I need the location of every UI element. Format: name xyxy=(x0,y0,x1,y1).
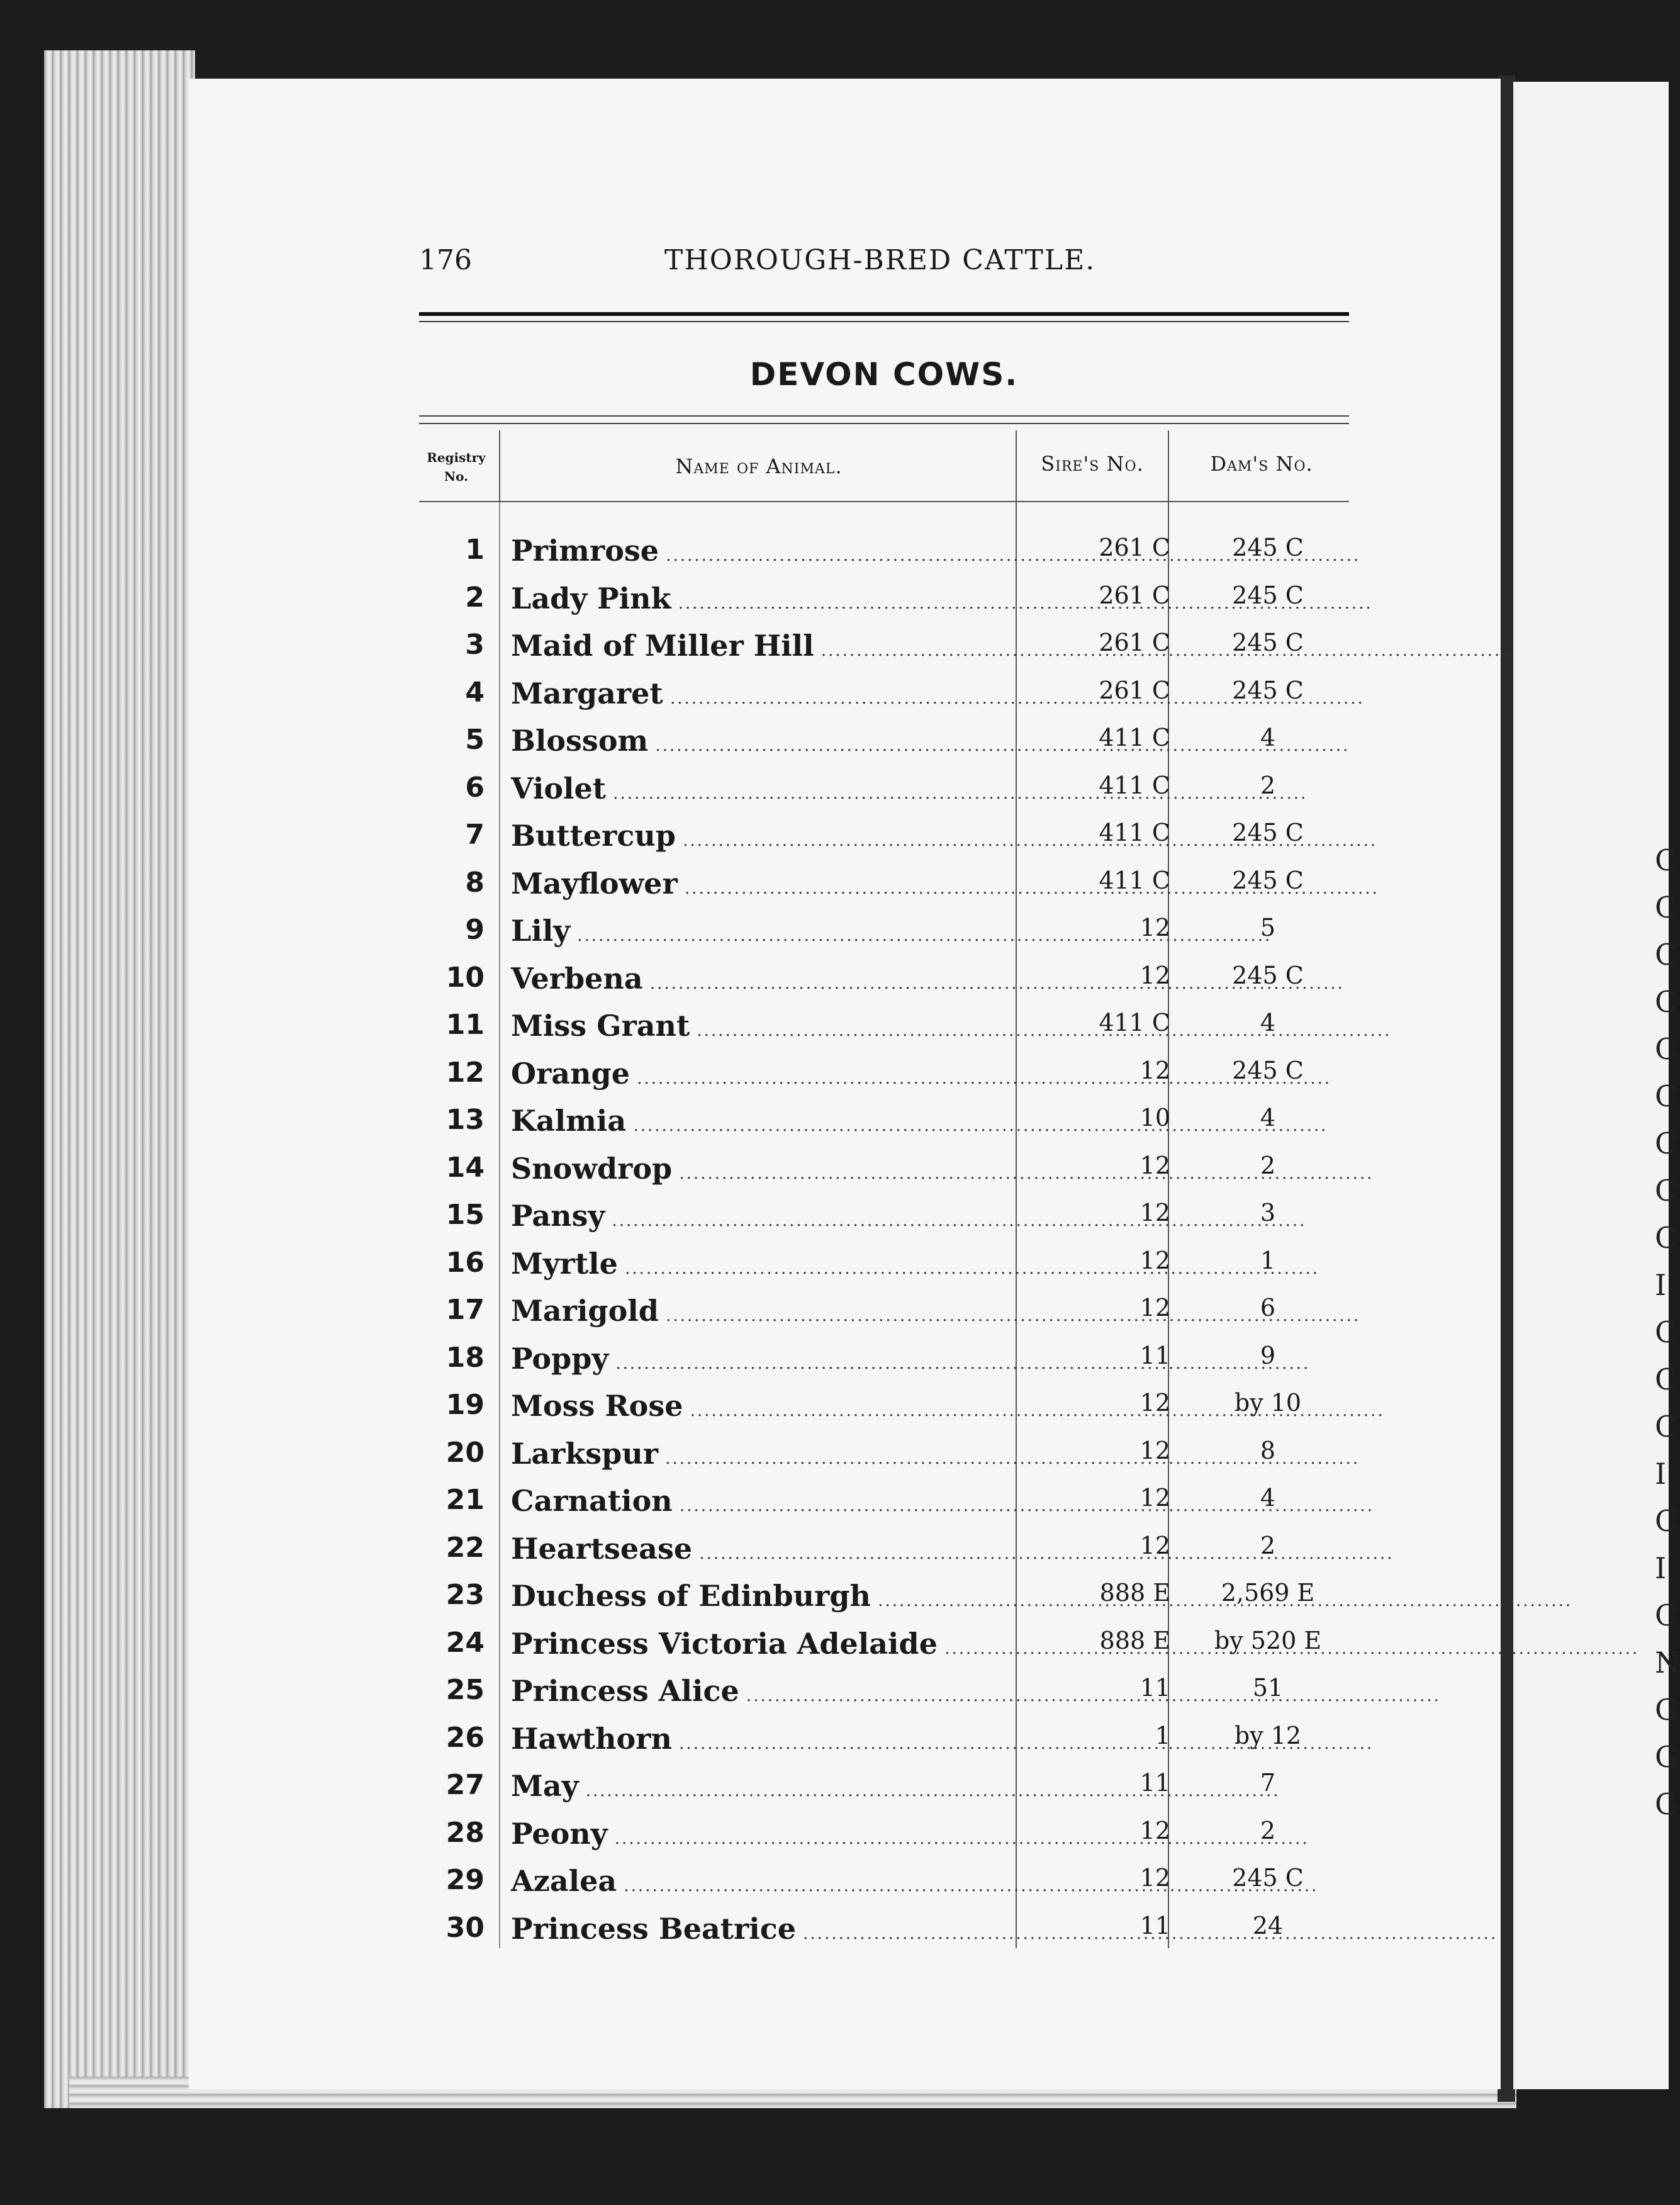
animal-name: Buttercup ..... xyxy=(511,819,1012,853)
table-row xyxy=(0,1247,1669,1294)
sire-number: 12 xyxy=(1140,1436,1170,1464)
table-row xyxy=(0,1294,1669,1341)
sire-number: 12 xyxy=(1140,1151,1170,1179)
dam-number: 4 xyxy=(1260,1104,1276,1131)
dam-number: 4 xyxy=(1260,724,1276,751)
sire-number: 261 C xyxy=(1099,581,1170,609)
registry-number: 6 xyxy=(465,771,484,804)
facing-page-letter: C xyxy=(1655,1315,1677,1349)
header-bottom-rule xyxy=(419,501,1349,502)
registry-number: 27 xyxy=(445,1769,484,1801)
dam-number: 2 xyxy=(1260,1531,1276,1559)
registry-number: 12 xyxy=(445,1056,484,1089)
animal-name: Orange ..... xyxy=(511,1057,1012,1091)
animal-name: Pansy ..... xyxy=(511,1199,1012,1233)
animal-name: Princess Victoria Adelaide ..... xyxy=(511,1627,1012,1661)
header-rule xyxy=(419,312,1349,316)
table-row xyxy=(0,867,1669,914)
registry-number: 8 xyxy=(465,866,484,899)
animal-name: Lily ..... xyxy=(511,914,1012,948)
registry-number: 16 xyxy=(445,1246,484,1279)
registry-number: 1 xyxy=(465,534,484,566)
registry-number: 4 xyxy=(465,676,484,709)
dam-number: 24 xyxy=(1252,1911,1284,1939)
column-divider-registry xyxy=(499,430,500,501)
facing-page-letter: G xyxy=(1655,1693,1678,1727)
facing-page-letter: N xyxy=(1655,1646,1680,1680)
registry-number: 9 xyxy=(465,914,484,946)
dam-number: by 10 xyxy=(1234,1389,1302,1417)
table-row xyxy=(0,1674,1669,1721)
dam-number: 2 xyxy=(1260,771,1276,799)
sire-number: 411 C xyxy=(1099,771,1170,799)
sire-number: 261 C xyxy=(1099,629,1170,656)
animal-name: Princess Beatrice ..... xyxy=(511,1912,1012,1946)
dam-number: 245 C xyxy=(1232,534,1304,561)
registry-number: 26 xyxy=(445,1721,484,1754)
sire-number: 888 E xyxy=(1099,1626,1170,1654)
table-row xyxy=(0,1009,1669,1056)
registry-number: 21 xyxy=(445,1484,484,1516)
facing-page-letter: C xyxy=(1655,1598,1677,1632)
facing-page-letter: I xyxy=(1655,1268,1667,1302)
dam-number: 245 C xyxy=(1232,866,1304,894)
animal-name: Princess Alice ..... xyxy=(511,1674,1012,1708)
animal-name: May ..... xyxy=(511,1769,1012,1803)
table-row xyxy=(0,771,1669,819)
sire-number: 411 C xyxy=(1099,1009,1170,1036)
sire-number: 12 xyxy=(1140,1864,1170,1892)
animal-name: Miss Grant ..... xyxy=(511,1009,1012,1043)
facing-page-letter: C xyxy=(1655,1174,1677,1208)
sire-number: 12 xyxy=(1140,1246,1170,1274)
dam-number: 245 C xyxy=(1232,581,1304,609)
registry-number: 23 xyxy=(445,1579,484,1611)
sire-number: 12 xyxy=(1140,1056,1170,1084)
sire-number: 12 xyxy=(1140,961,1170,989)
dam-number: 6 xyxy=(1260,1294,1276,1321)
registry-number: 25 xyxy=(445,1674,484,1706)
registry-number: 22 xyxy=(445,1531,484,1564)
facing-page-letter: C xyxy=(1655,1126,1677,1160)
dam-number: 7 xyxy=(1260,1769,1276,1797)
registry-number: 15 xyxy=(445,1199,484,1231)
table-row xyxy=(0,676,1669,724)
sire-number: 261 C xyxy=(1099,534,1170,561)
animal-name: Lady Pink ..... xyxy=(511,581,1012,615)
table-row xyxy=(0,581,1669,629)
registry-number: 18 xyxy=(445,1341,484,1374)
animal-name: Blossom ..... xyxy=(511,724,1012,758)
sire-number: 12 xyxy=(1140,1484,1170,1512)
table-row xyxy=(0,629,1669,676)
facing-page-letter: C xyxy=(1655,1079,1677,1113)
sire-number: 11 xyxy=(1140,1911,1170,1939)
sire-number: 11 xyxy=(1140,1341,1170,1369)
dam-number: 245 C xyxy=(1232,961,1304,989)
dam-number: 245 C xyxy=(1232,629,1304,656)
animal-name: Verbena ..... xyxy=(511,962,1012,996)
animal-name: Margaret ..... xyxy=(511,676,1012,710)
facing-page-letter: C xyxy=(1655,843,1677,877)
table-row xyxy=(0,1437,1669,1484)
sire-number: 12 xyxy=(1140,1199,1170,1226)
running-title: THOROUGH-BRED CATTLE. xyxy=(664,244,1096,276)
sire-number: 888 E xyxy=(1099,1579,1170,1607)
sire-number: 12 xyxy=(1140,1531,1170,1559)
column-header-sire: Sire's No. xyxy=(1041,452,1144,476)
dam-number: by 520 E xyxy=(1214,1626,1322,1654)
table-row xyxy=(0,724,1669,771)
facing-page-letter: C xyxy=(1655,985,1677,1019)
animal-name: Marigold ..... xyxy=(511,1294,1012,1328)
dam-number: 1 xyxy=(1260,1246,1276,1274)
table-row xyxy=(0,1769,1669,1816)
sire-number: 12 xyxy=(1140,1294,1170,1321)
facing-page-letter: C xyxy=(1655,938,1677,972)
registry-number: 2 xyxy=(465,581,484,614)
table-row xyxy=(0,1532,1669,1579)
table-row xyxy=(0,1627,1669,1674)
column-header-dam: Dam's No. xyxy=(1210,452,1313,476)
page-header xyxy=(419,244,1349,288)
sire-number: 411 C xyxy=(1099,724,1170,751)
section-title: DEVON COWS. xyxy=(749,356,1019,393)
dam-number: 245 C xyxy=(1232,676,1304,704)
column-header-name: Name of Animal. xyxy=(675,454,843,478)
dam-number: 2 xyxy=(1260,1151,1276,1179)
animal-name: Heartsease ..... xyxy=(511,1532,1012,1566)
table-row xyxy=(0,1342,1669,1389)
facing-page-letter: I xyxy=(1655,1457,1667,1491)
header-rule-thin xyxy=(419,321,1349,322)
dam-number: 51 xyxy=(1252,1674,1284,1702)
table-row xyxy=(0,534,1669,581)
animal-name: Duchess of Edinburgh ..... xyxy=(511,1579,1012,1613)
dam-number: 5 xyxy=(1260,914,1276,941)
registry-number: 7 xyxy=(465,819,484,851)
table-row xyxy=(0,1722,1669,1769)
registry-number: 10 xyxy=(445,961,484,994)
registry-number: 5 xyxy=(465,724,484,756)
animal-name: Mayflower ..... xyxy=(511,867,1012,901)
table-row xyxy=(0,1817,1669,1864)
animal-name: Larkspur ..... xyxy=(511,1437,1012,1471)
registry-number: 24 xyxy=(445,1626,484,1659)
dam-number: 245 C xyxy=(1232,1864,1304,1892)
facing-page-letter: C xyxy=(1655,1221,1677,1255)
sire-number: 12 xyxy=(1140,1816,1170,1844)
table-row xyxy=(0,1912,1669,1959)
table-row xyxy=(0,1579,1669,1626)
sire-number: 261 C xyxy=(1099,676,1170,704)
table-top-rule xyxy=(419,415,1349,417)
dam-number: 4 xyxy=(1260,1484,1276,1512)
registry-number: 30 xyxy=(445,1911,484,1944)
animal-name: Moss Rose ..... xyxy=(511,1389,1012,1423)
dam-number: 245 C xyxy=(1232,1056,1304,1084)
dam-number: 3 xyxy=(1260,1199,1276,1226)
animal-name: Snowdrop ..... xyxy=(511,1152,1012,1186)
table-top-rule-second xyxy=(419,423,1349,424)
sire-number: 411 C xyxy=(1099,866,1170,894)
page-number: 176 xyxy=(419,244,472,276)
table-row xyxy=(0,914,1669,961)
animal-name: Violet ..... xyxy=(511,771,1012,805)
dam-number: 8 xyxy=(1260,1436,1276,1464)
registry-number: 14 xyxy=(445,1151,484,1184)
facing-page-letter: C xyxy=(1655,1032,1677,1066)
animal-name: Hawthorn ..... xyxy=(511,1722,1012,1756)
table-row xyxy=(0,1484,1669,1531)
table-row xyxy=(0,819,1669,866)
facing-page-letter: C xyxy=(1655,1410,1677,1444)
facing-page-letter: C xyxy=(1655,1362,1677,1396)
facing-page-letter: G xyxy=(1655,1740,1678,1774)
facing-page-letter: G xyxy=(1655,1787,1678,1821)
registry-number: 17 xyxy=(445,1294,484,1326)
registry-number: 19 xyxy=(445,1389,484,1421)
sire-number: 1 xyxy=(1155,1721,1170,1749)
table-row xyxy=(0,962,1669,1009)
registry-number: 29 xyxy=(445,1864,484,1896)
sire-number: 11 xyxy=(1140,1769,1170,1797)
table-row xyxy=(0,1152,1669,1199)
table-row xyxy=(0,1864,1669,1911)
sire-number: 411 C xyxy=(1099,819,1170,846)
registry-number: 13 xyxy=(445,1104,484,1136)
registry-number: 11 xyxy=(445,1009,484,1041)
animal-name: Primrose ..... xyxy=(511,534,1012,568)
table-row xyxy=(0,1199,1669,1246)
facing-page-letter: C xyxy=(1655,890,1677,924)
registry-number: 20 xyxy=(445,1436,484,1469)
sire-number: 10 xyxy=(1140,1104,1170,1131)
table-row xyxy=(0,1389,1669,1436)
animal-name: Kalmia ..... xyxy=(511,1104,1012,1138)
animal-name: Myrtle ..... xyxy=(511,1247,1012,1281)
dam-number: by 12 xyxy=(1234,1721,1302,1749)
registry-number: 3 xyxy=(465,629,484,661)
sire-number: 12 xyxy=(1140,914,1170,941)
registry-number: 28 xyxy=(445,1816,484,1849)
facing-page-letter: I xyxy=(1655,1551,1667,1585)
column-header-registry: Registry No. xyxy=(427,450,486,484)
animal-name: Azalea ..... xyxy=(511,1864,1012,1898)
animal-name: Peony ..... xyxy=(511,1817,1012,1851)
animal-name: Maid of Miller Hill ..... xyxy=(511,629,1012,663)
dam-number: 2,569 E xyxy=(1221,1579,1315,1607)
animal-name: Poppy ..... xyxy=(511,1342,1012,1376)
facing-page-letter: C xyxy=(1655,1504,1677,1538)
dam-number: 9 xyxy=(1260,1341,1276,1369)
sire-number: 12 xyxy=(1140,1389,1170,1417)
animal-name: Carnation ..... xyxy=(511,1484,1012,1518)
dam-number: 245 C xyxy=(1232,819,1304,846)
table-row xyxy=(0,1104,1669,1151)
dam-number: 2 xyxy=(1260,1816,1276,1844)
dam-number: 4 xyxy=(1260,1009,1276,1036)
sire-number: 11 xyxy=(1140,1674,1170,1702)
table-row xyxy=(0,1057,1669,1104)
